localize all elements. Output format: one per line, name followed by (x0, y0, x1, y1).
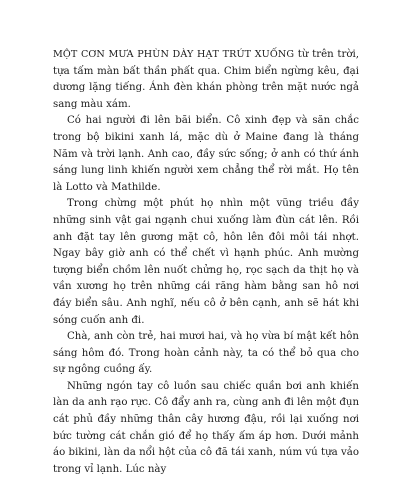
paragraph-1-text: từ trên trời, tựa tấm màn bất thần phất qua. Chim biển ngừng kêu, đại dương lặng tiếng. Ánh đèn khán phòng trên mặt nước ngả sang màu xám. (53, 49, 359, 110)
book-page (53, 47, 360, 475)
paragraph-3: Trong chừng một phút họ nhìn một vũng triều đầy những sinh vật gai ngạnh chui xuống làm đùn cát lên. Rồi anh đặt tay lên gương mặt cô, hôn lên đôi môi tái nhợt. Ngay bây giờ anh có thể chết vì hạnh phúc. Anh mường tượng biển chồm lên nuốt chửng họ, rọc sạch da thịt họ và vần xương họ trên những cái răng hàm bằng san hô nơi đáy biển sâu. Anh nghĩ, nếu cô ở bên cạnh, anh sẽ hát khi sóng cuốn anh đi. (53, 198, 359, 326)
paragraph-5: Những ngón tay cô luồn sau chiếc quần bơi anh khiến làn da anh rạo rực. Cô đẩy anh ra, cùng anh đi lên một đụn cát phủ đầy những thân cây hương đậu, rồi lại xuống nơi bức tường cát chắn gió để họ thấy ấm áp hơn. Dưới mảnh áo bikini, làn da nổi hột của cô đã tái xanh, núm vú tựa vảo trong vỉ lạnh. Lúc này (53, 380, 360, 475)
paragraph-4: Chà, anh còn trẻ, hai mươi hai, và họ vừa bí mật kết hôn sáng hôm đó. Trong hoàn cảnh này, ta có thể bỏ qua cho sự ngông cuồng ấy. (53, 331, 359, 376)
chapter-lead-text: MỘT CƠN MƯA PHÙN DÀY HẠT TRÚT XUỐNG (53, 49, 295, 60)
paragraph-1 (53, 47, 359, 113)
paragraph-2: Có hai người đi lên bãi biển. Cô xinh đẹp và săn chắc trong bộ bikini xanh lá, mặc dù ở Maine đang là tháng Năm và trời lạnh. Anh cao, đầy sức sống; ở anh có thứ ánh sáng lung linh khiến người xem chẳng thể rời mắt. Họ tên là Lotto và Mathilde. (53, 115, 359, 193)
